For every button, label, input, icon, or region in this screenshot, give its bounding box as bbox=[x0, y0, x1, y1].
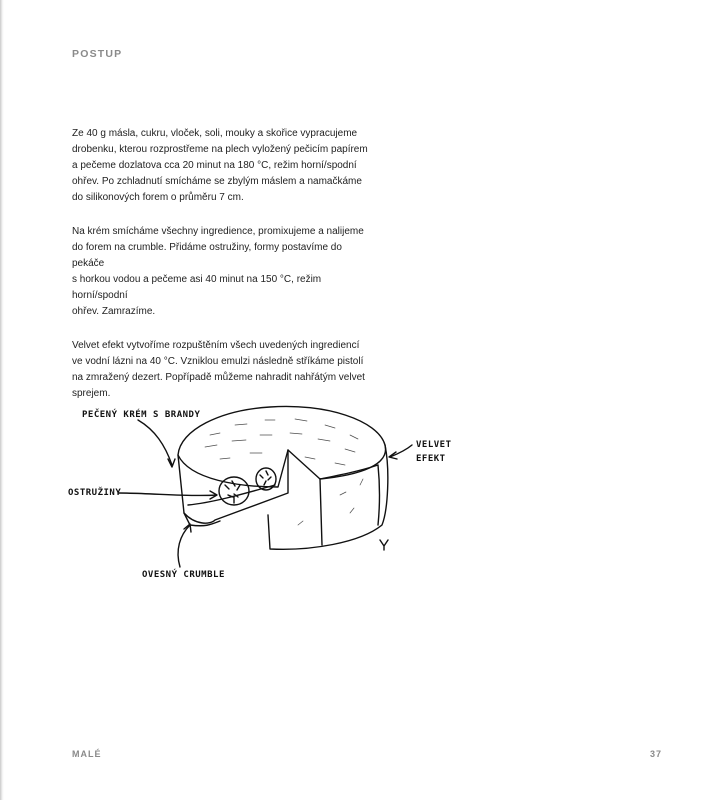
arrow-crumble bbox=[178, 525, 190, 567]
label-blackberries: OSTRUŽINY bbox=[68, 488, 122, 498]
dessert-illustration bbox=[60, 375, 480, 590]
instruction-paragraph: Na krém smícháme všechny ingredience, promixujeme a nalijeme do forem na crumble. Přidáme ostružiny, formy postavíme do pekáče s horkou vodou a pečeme asi 40 minut na 150 °C, režim horní/spodní ohřev. Zamrazíme. bbox=[72, 226, 364, 317]
page-gutter-shadow bbox=[0, 0, 4, 800]
footer-book-title: MALÉ bbox=[72, 749, 102, 759]
arrow-baked-cream bbox=[138, 420, 172, 465]
label-baked-cream: PEČENÝ KRÉM S BRANDY bbox=[82, 410, 201, 420]
instruction-paragraph: Velvet efekt vytvoříme rozpuštěním všech uvedených ingrediencí ve vodní lázni na 40 °C. Vzniklou emulzi následně stříkáme pistolí na zmražený dezert. Popřípadě můžeme nahradit nahřátým velvet sprejem. bbox=[72, 340, 365, 399]
label-crumble: OVESNÝ CRUMBLE bbox=[142, 570, 225, 580]
footer-page-number: 37 bbox=[649, 749, 662, 759]
section-heading: POSTUP bbox=[72, 48, 123, 60]
instruction-paragraph: Ze 40 g másla, cukru, vloček, soli, mouky a skořice vypracujeme drobenku, kterou rozprostřeme na plech vyložený pečicím papírem a pečeme dozlatova cca 20 minut na 180 °C, režim horní/spodní ohřev. Po zchladnutí smícháme se zbylým máslem a namačkáme do silikonových forem o průměru 7 cm. bbox=[72, 128, 368, 203]
arrow-blackberries bbox=[118, 493, 216, 496]
label-velvet: VELVET bbox=[416, 440, 452, 450]
arrow-velvet bbox=[390, 445, 412, 457]
cake-side bbox=[268, 445, 388, 549]
cake-top bbox=[178, 406, 386, 487]
label-velvet-2: EFEKT bbox=[416, 454, 446, 464]
